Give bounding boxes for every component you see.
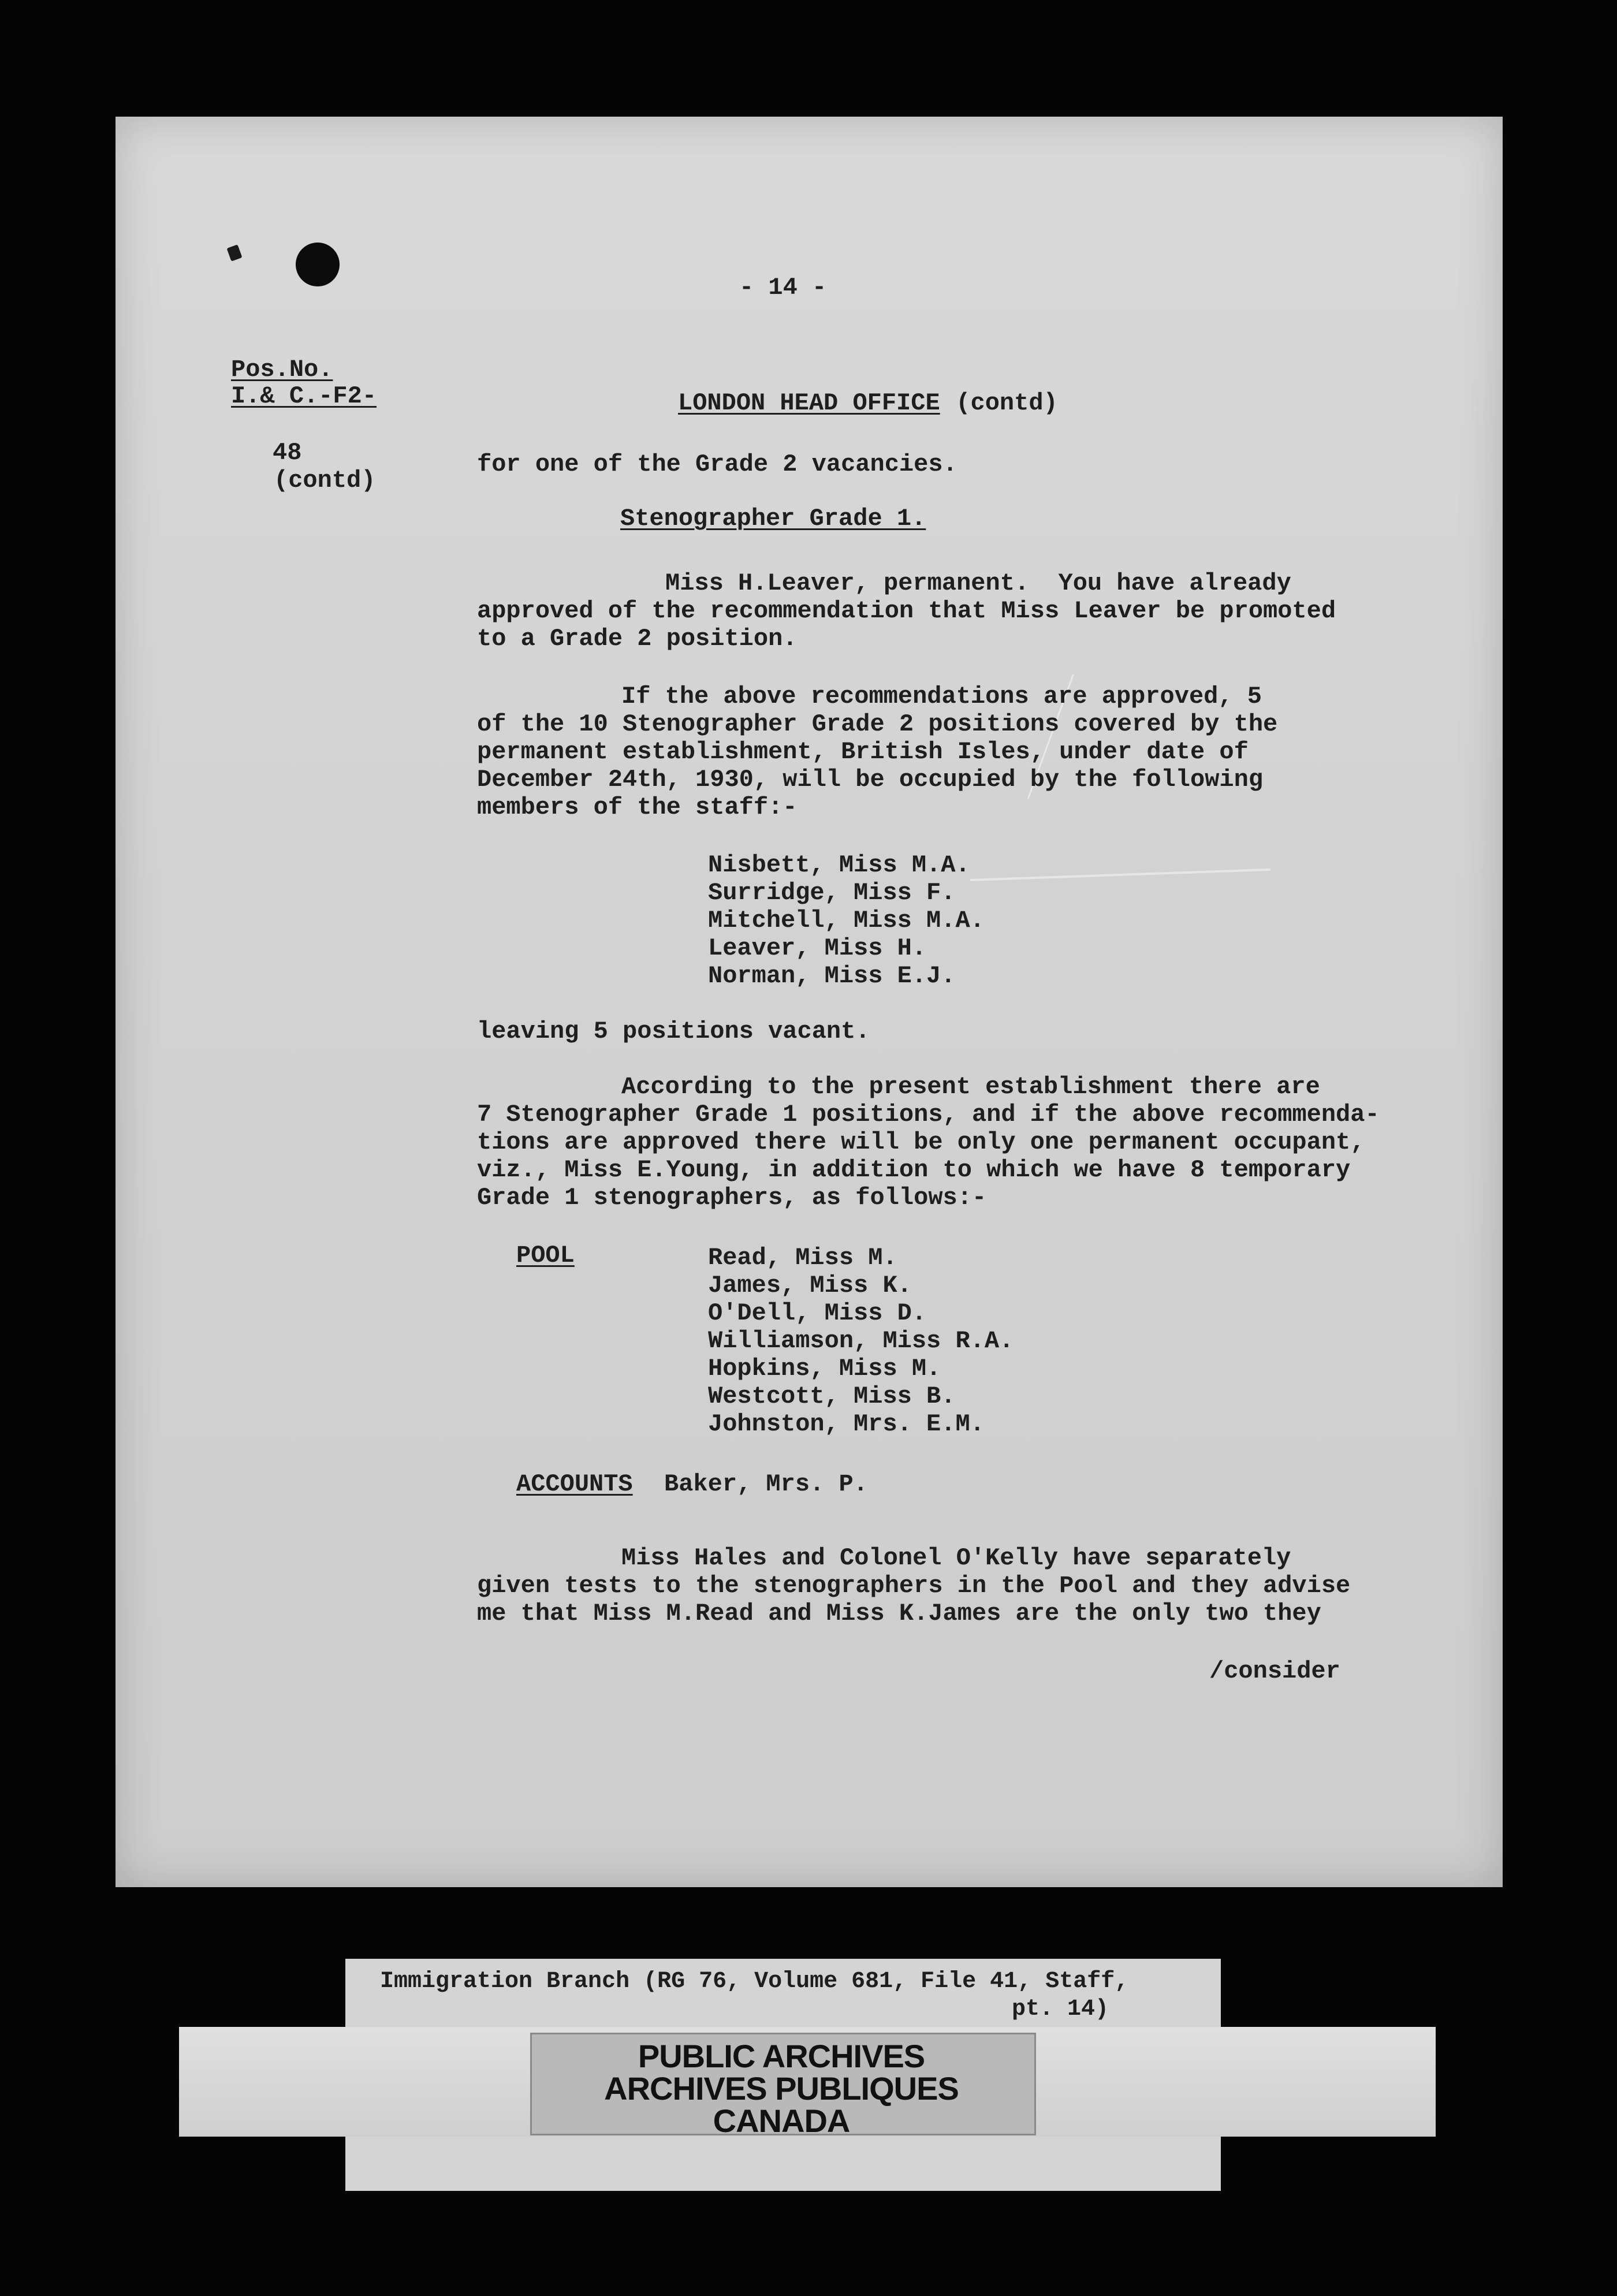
staff-list-item: Mitchell, Miss M.A.	[708, 907, 985, 934]
para2-line: members of the staff:-	[477, 793, 798, 821]
pos-no-contd: (contd)	[274, 467, 376, 494]
pool-label: POOL	[516, 1242, 575, 1269]
para2-line: permanent establishment, British Isles, under date of	[477, 738, 1249, 766]
archive-source-line1: Immigration Branch (RG 76, Volume 681, File 41, Staff,	[380, 1969, 1129, 1995]
page-heading	[678, 389, 1058, 417]
stamp-line1: PUBLIC ARCHIVES	[638, 2038, 925, 2074]
staff-list-item: Norman, Miss E.J.	[708, 962, 956, 990]
para2-line: of the 10 Stenographer Grade 2 positions covered by the	[477, 710, 1278, 738]
para3-line: According to the present establishment there are	[621, 1073, 1320, 1101]
pos-no-code: I.& C.-F2-	[231, 382, 377, 410]
staff-list-item: Surridge, Miss F.	[708, 879, 956, 907]
para2-line: December 24th, 1930, will be occupied by the following	[477, 766, 1264, 793]
paper-crease	[970, 869, 1270, 881]
pool-list-item: Johnston, Mrs. E.M.	[708, 1410, 985, 1438]
para1-line: to a Grade 2 position.	[477, 625, 798, 653]
staff-list-item: Nisbett, Miss M.A.	[708, 851, 970, 879]
pool-list-item: Read, Miss M.	[708, 1244, 897, 1272]
pool-list-item: Hopkins, Miss M.	[708, 1355, 941, 1382]
para4-line: me that Miss M.Read and Miss K.James are the only two they	[477, 1600, 1321, 1627]
staff-list-item: Leaver, Miss H.	[708, 934, 927, 962]
stamp-line3: CANADA	[713, 2103, 850, 2139]
para2-line: If the above recommendations are approved, 5	[621, 683, 1262, 710]
pool-list-item: Williamson, Miss R.A.	[708, 1327, 1014, 1355]
subheading: Stenographer Grade 1.	[620, 505, 926, 532]
para1-line: approved of the recommendation that Miss Leaver be promoted	[477, 597, 1336, 625]
pos-no-label: Pos.No.	[231, 356, 333, 383]
punch-hole	[296, 243, 340, 286]
leaving-line: leaving 5 positions vacant.	[477, 1017, 870, 1045]
para4-line: given tests to the stenographers in the Pool and they advise	[477, 1572, 1351, 1600]
pool-list-item: James, Miss K.	[708, 1272, 912, 1299]
accounts-label: ACCOUNTS	[516, 1470, 633, 1498]
page-number: - 14 -	[739, 274, 827, 301]
para4-line: Miss Hales and Colonel O'Kelly have separately	[621, 1544, 1291, 1572]
stamp-line2: ARCHIVES PUBLIQUES	[604, 2070, 959, 2107]
heading-title: LONDON HEAD OFFICE	[678, 389, 940, 417]
ink-mark	[226, 244, 242, 261]
accounts-name: Baker, Mrs. P.	[664, 1470, 868, 1498]
para1-line: Miss H.Leaver, permanent. You have already	[665, 569, 1291, 597]
para3-line: viz., Miss E.Young, in addition to which we have 8 temporary	[477, 1156, 1351, 1184]
pool-list-item: O'Dell, Miss D.	[708, 1299, 927, 1327]
pool-list-item: Westcott, Miss B.	[708, 1382, 956, 1410]
heading-suffix: (contd)	[956, 389, 1058, 417]
document-page	[116, 117, 1503, 1887]
continued-marker: /consider	[1209, 1657, 1340, 1685]
pos-no-value: 48	[273, 439, 302, 467]
archive-source-line2: pt. 14)	[1012, 1996, 1109, 2022]
para3-line: tions are approved there will be only one permanent occupant,	[477, 1128, 1365, 1156]
para3-line: Grade 1 stenographers, as follows:-	[477, 1184, 987, 1212]
para3-line: 7 Stenographer Grade 1 positions, and if the above recommenda-	[477, 1101, 1380, 1128]
intro-line: for one of the Grade 2 vacancies.	[477, 450, 957, 478]
